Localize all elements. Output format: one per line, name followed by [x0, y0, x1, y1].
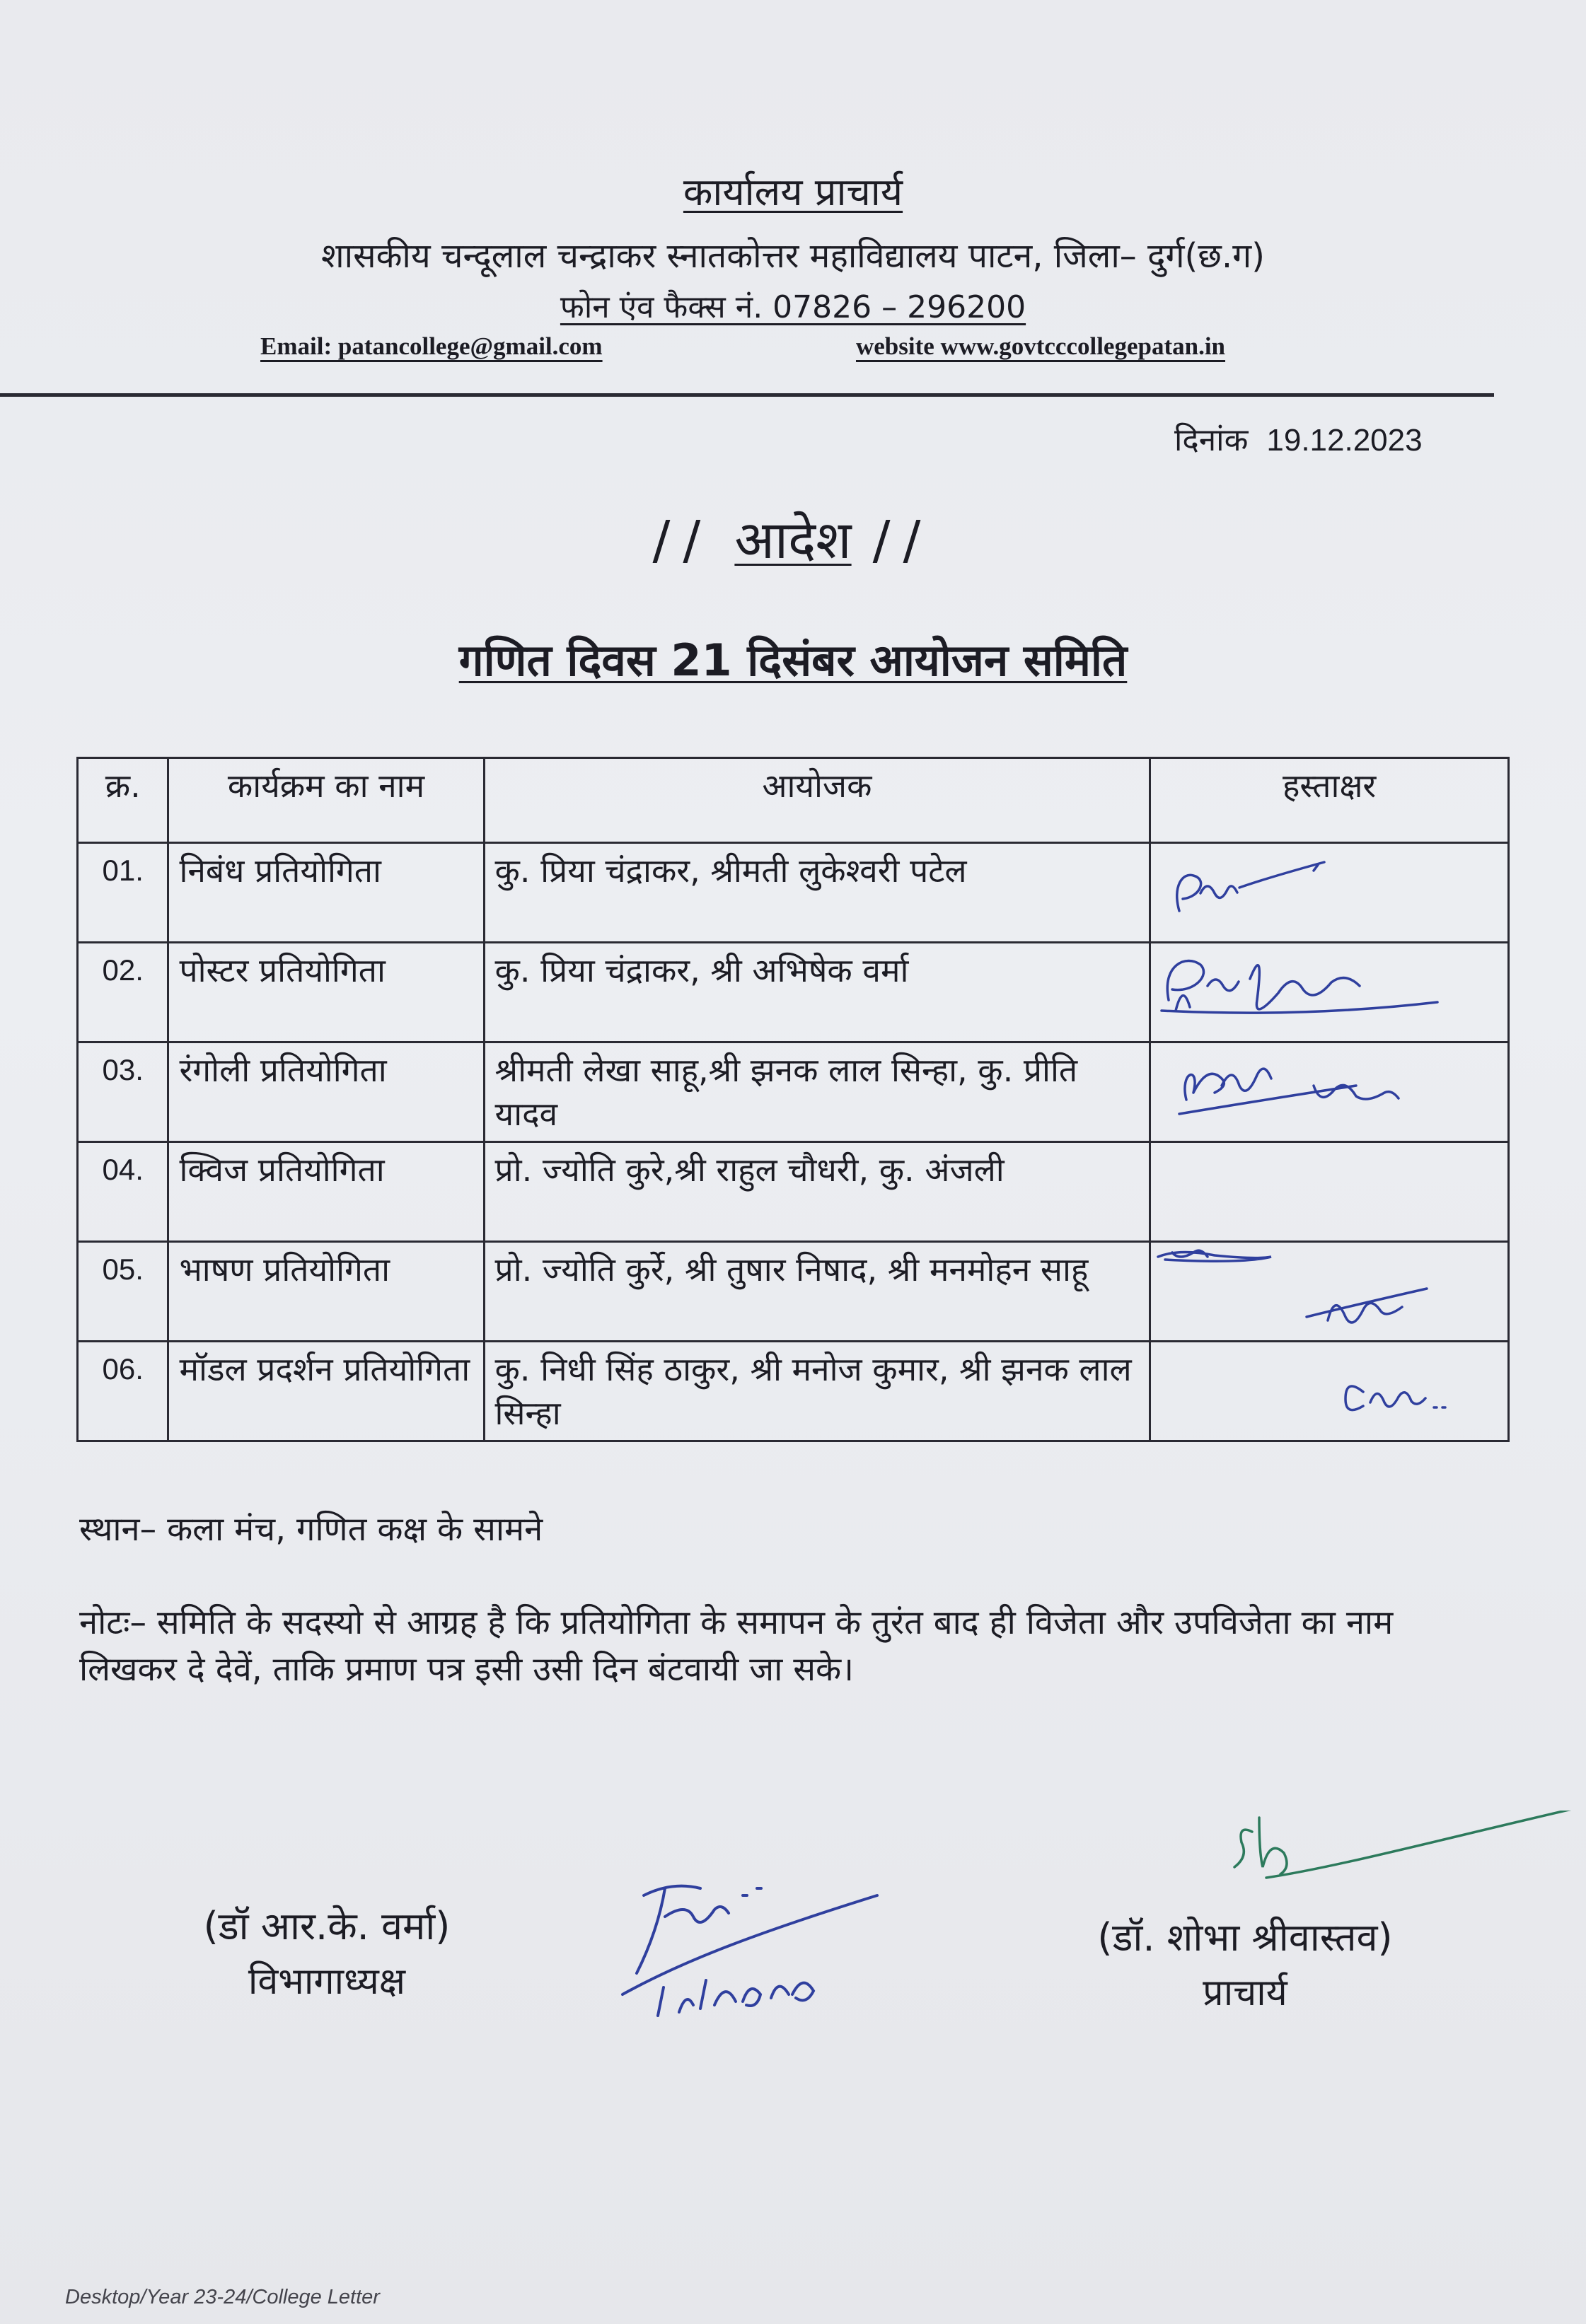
table-row: [78, 843, 1509, 943]
row-no: 04.: [78, 1142, 168, 1242]
office-title: [0, 164, 1586, 216]
header-no: क्र.: [78, 758, 168, 843]
header-signature: हस्ताक्षर: [1150, 758, 1509, 843]
order-slashes-right: //: [872, 510, 934, 571]
table-row: [78, 943, 1509, 1042]
row-no: 03.: [78, 1042, 168, 1142]
hod-designation: विभागाध्यक्ष: [248, 1960, 406, 2003]
principal-designation: प्राचार्य: [1203, 1972, 1287, 2014]
footer-file-path: Desktop/Year 23-24/College Letter: [65, 2286, 380, 2308]
handwritten-signature: [1151, 844, 1483, 929]
organizers: कु. प्रिया चंद्राकर, श्री अभिषेक वर्मा: [484, 943, 1150, 1042]
table-row: [78, 1242, 1509, 1342]
handwritten-signature: [1151, 943, 1483, 1028]
phone-fax-text: फोन एंव फैक्स नं. 07826 – 296200: [560, 289, 1026, 325]
signature-cell: [1150, 1242, 1509, 1342]
college-name: शासकीय चन्दूलाल चन्द्राकर स्नातकोत्तर महाविद्यालय पाटन, जिला– दुर्ग(छ.ग): [321, 236, 1265, 276]
order-slashes-left: //: [652, 510, 714, 571]
table-row: [78, 1342, 1509, 1441]
program-name: क्विज प्रतियोगिता: [168, 1142, 484, 1242]
header-divider: [0, 393, 1494, 397]
row-no: 02.: [78, 943, 168, 1042]
signature-cell: [1150, 1342, 1509, 1441]
handwritten-signature: [1151, 1043, 1483, 1128]
committee-table: [76, 757, 1510, 1442]
header-program-name: कार्यक्रम का नाम: [168, 758, 484, 843]
header-organizers: आयोजक: [484, 758, 1150, 843]
row-no: 06.: [78, 1342, 168, 1441]
email-address: Email: patancollege@gmail.com: [260, 332, 603, 360]
order-heading: [0, 502, 1586, 574]
organizers: प्रो. ज्योति कुरे,श्री राहुल चौधरी, कु. अंजली: [484, 1142, 1150, 1242]
signature-cell: [1150, 943, 1509, 1042]
program-name: मॉडल प्रदर्शन प्रतियोगिता: [168, 1342, 484, 1441]
program-name: निबंध प्रतियोगिता: [168, 843, 484, 943]
venue-line: स्थान– कला मंच, गणित कक्ष के सामने: [79, 1510, 543, 1549]
organizers: श्रीमती लेखा साहू,श्री झनक लाल सिन्हा, कु. प्रीति यादव: [484, 1042, 1150, 1142]
principal-handwritten-signature: [1231, 1811, 1585, 1917]
signature-cell: [1150, 1142, 1509, 1242]
principal-name: (डॉ. शोभा श्रीवास्तव): [1097, 1915, 1393, 1960]
phone-fax-line: [0, 284, 1586, 327]
committee-title-text: गणित दिवस 21 दिसंबर आयोजन समिति: [458, 634, 1128, 686]
row-no: 05.: [78, 1242, 168, 1342]
program-name: भाषण प्रतियोगिता: [168, 1242, 484, 1342]
order-heading-text: आदेश: [734, 510, 852, 571]
signature-cell: [1150, 1042, 1509, 1142]
date-line: [1174, 417, 1423, 460]
hod-name: (डॉ आर.के. वर्मा): [203, 1904, 451, 1948]
handwritten-signature: [1151, 1243, 1483, 1327]
office-title-text: कार्यालय प्राचार्य: [683, 170, 903, 214]
row-no: 01.: [78, 843, 168, 943]
program-name: रंगोली प्रतियोगिता: [168, 1042, 484, 1142]
program-name: पोस्टर प्रतियोगिता: [168, 943, 484, 1042]
note-paragraph: नोटः– समिति के सदस्यो से आग्रह है कि प्रतियोगिता के समापन के तुरंत बाद ही विजेता और उपविजेता का नाम लिखकर दे देवें, ताकि प्रमाण पत्र इसी उसी दिन बंटवायी जा सके।: [79, 1603, 1394, 1689]
organizers: कु. प्रिया चंद्राकर, श्रीमती लुकेश्वरी पटेल: [484, 843, 1150, 943]
organizers: कु. निधी सिंह ठाकुर, श्री मनोज कुमार, श्री झनक लाल सिन्हा: [484, 1342, 1150, 1441]
signature-cell: [1150, 843, 1509, 943]
organizers: प्रो. ज्योति कुर्रे, श्री तुषार निषाद, श्री मनमोहन साहू: [484, 1242, 1150, 1342]
date-label: दिनांक: [1174, 423, 1249, 458]
table-row: [78, 1142, 1509, 1242]
table-header-row: [78, 758, 1509, 843]
table-row: [78, 1042, 1509, 1142]
website-address: website www.govtcccollegepatan.in: [856, 332, 1226, 360]
handwritten-signature: [1151, 1342, 1483, 1427]
date-value: 19.12.2023: [1266, 423, 1423, 458]
committee-title: [0, 629, 1586, 689]
